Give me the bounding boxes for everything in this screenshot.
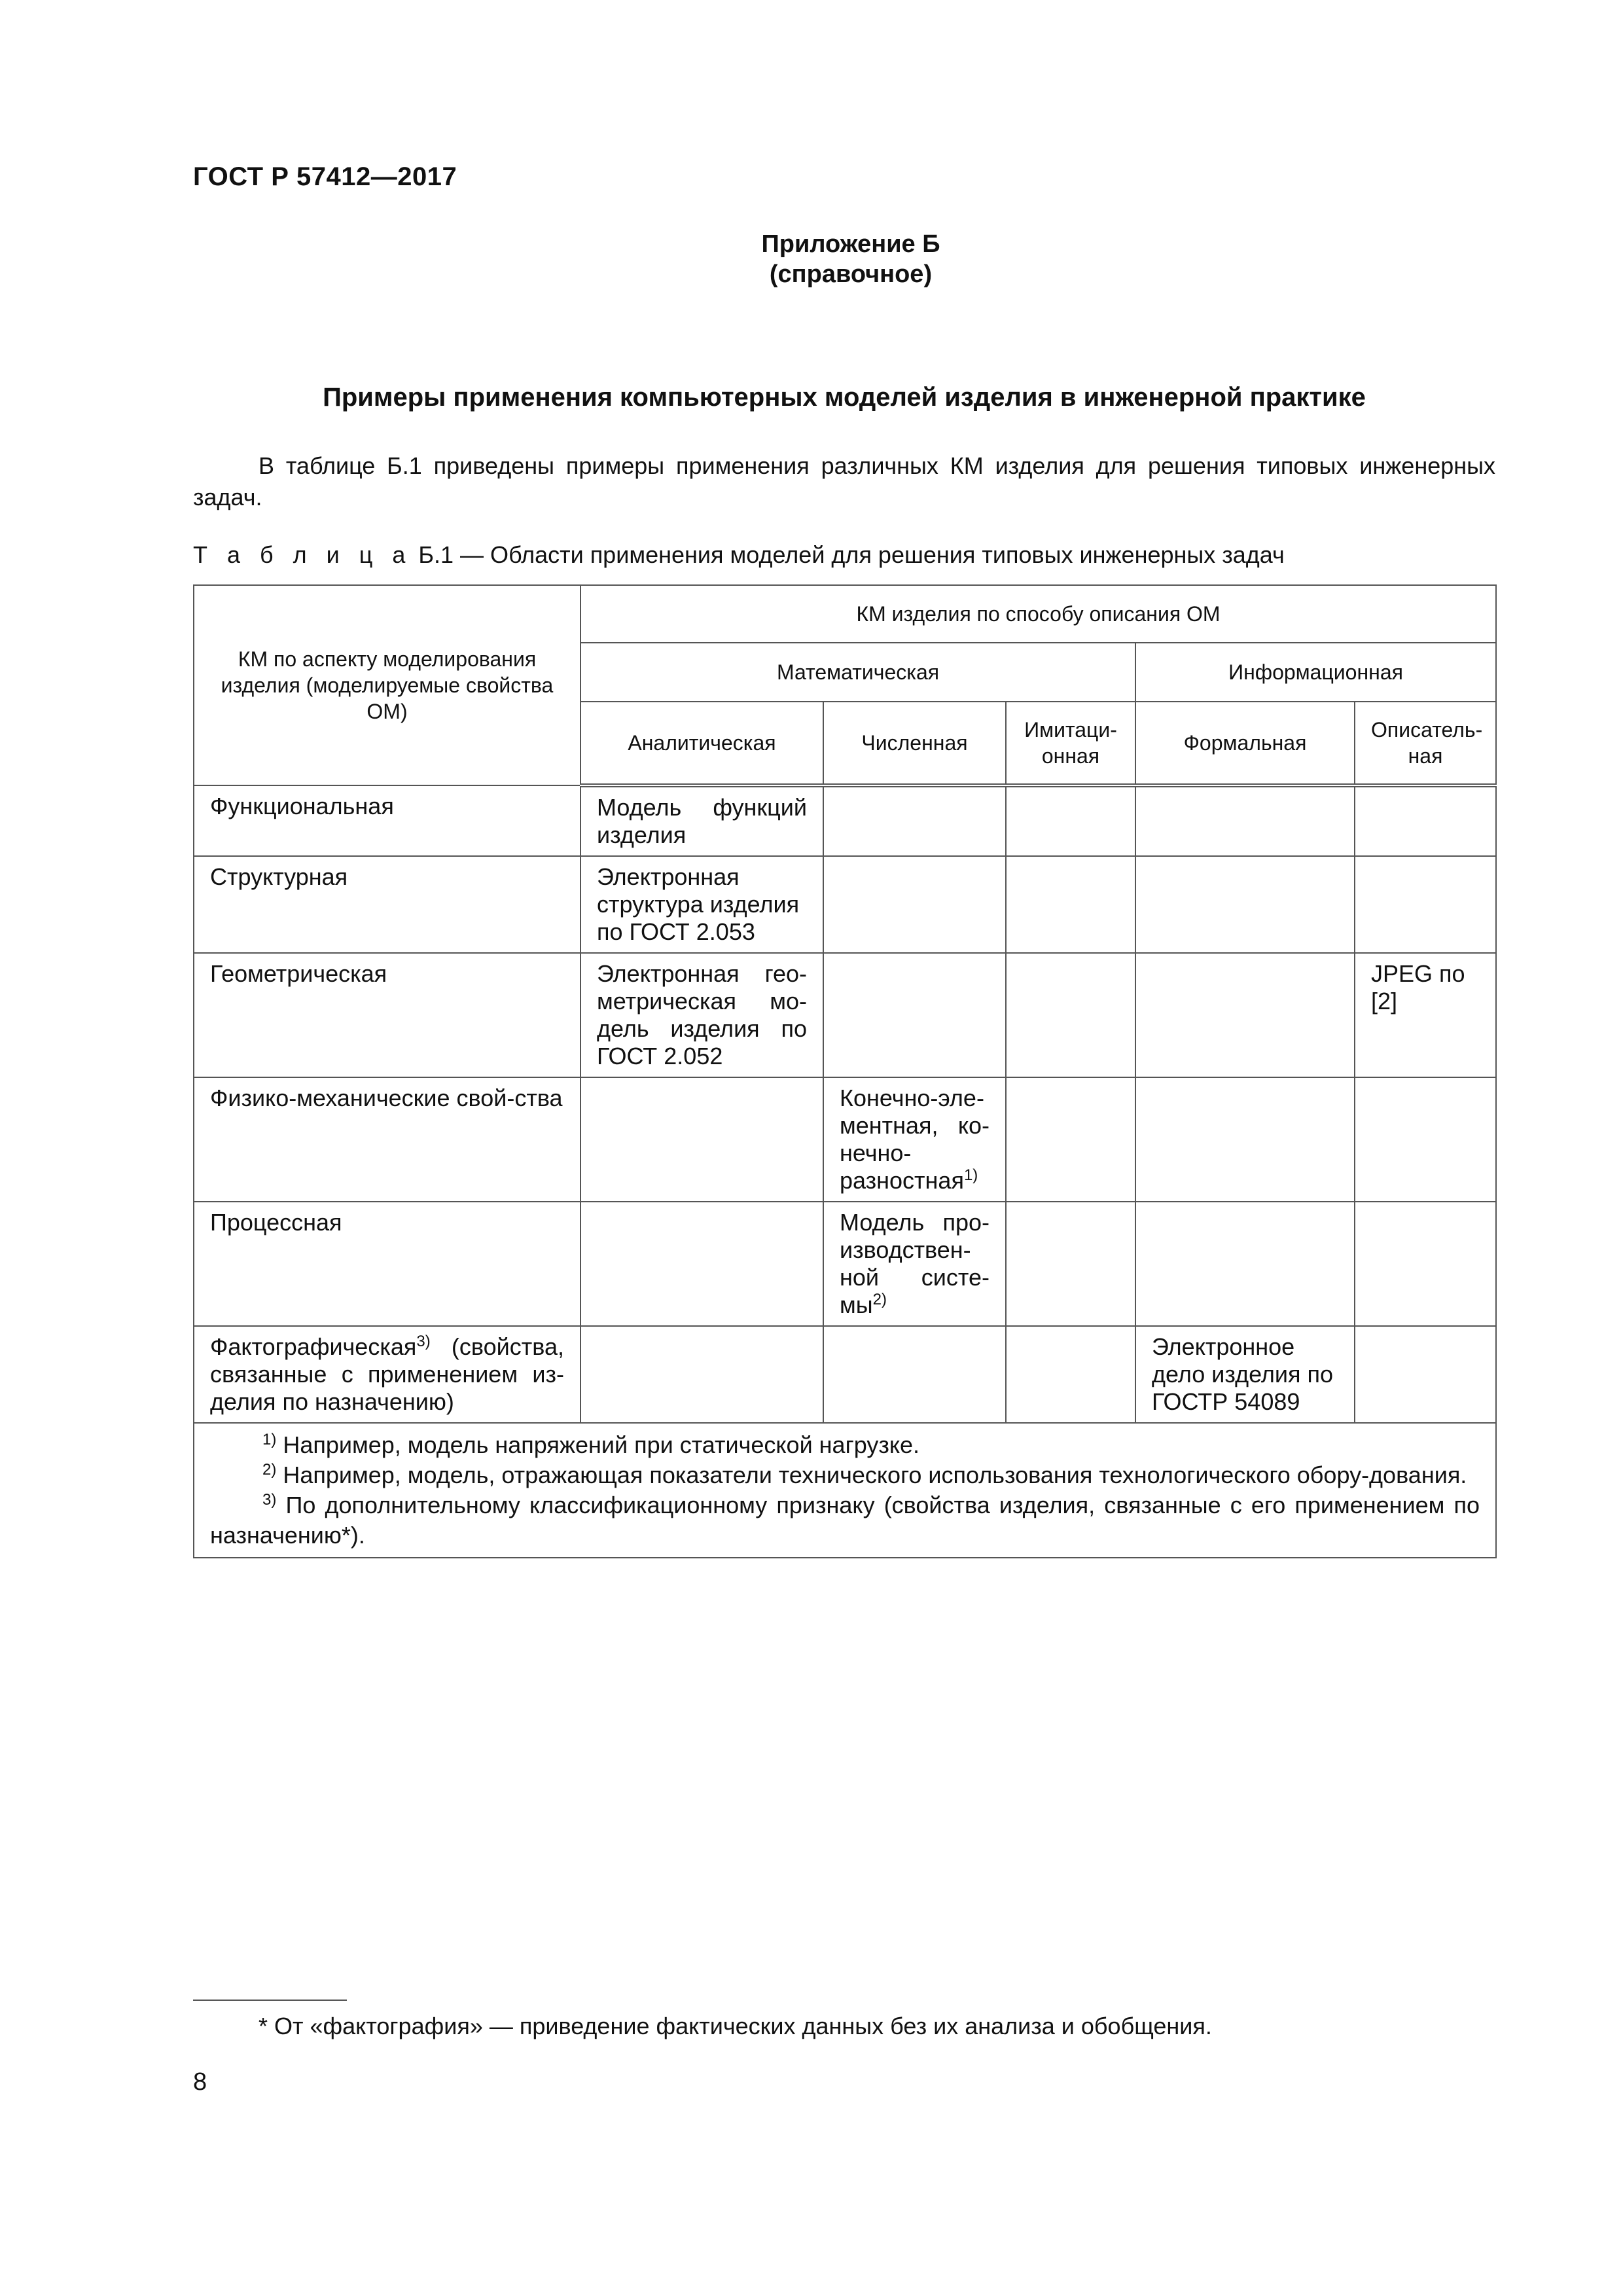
- section-title: Примеры применения компьютерных моделей изделия в инженерной практике: [323, 383, 1366, 412]
- header-numeric: Численная: [823, 702, 1006, 785]
- cell-aspect: Геометрическая: [194, 953, 580, 1077]
- footnote-marker: 1): [963, 1166, 978, 1184]
- table-caption-prefix: Т а б л и ц а: [193, 541, 412, 568]
- cell-formal: [1135, 1077, 1355, 1202]
- cell-numeric: [823, 953, 1006, 1077]
- cell-numeric: [823, 1202, 1006, 1326]
- annex-title: Приложение Б: [761, 230, 940, 258]
- table-note: [210, 1430, 1480, 1460]
- note-marker: 1): [262, 1431, 277, 1448]
- cell-formal: [1135, 953, 1355, 1077]
- cell-analytic: Электронная структура изделия по ГОСТ 2.053: [580, 856, 823, 953]
- table-row: [194, 1326, 1496, 1423]
- cell-numeric: [823, 1077, 1006, 1202]
- header-by-method: КМ изделия по способу описания ОМ: [580, 585, 1496, 643]
- header-imitation: Имитаци-онная: [1006, 702, 1135, 785]
- footnote-marker: 2): [872, 1291, 887, 1308]
- table-row: [194, 1202, 1496, 1326]
- cell-analytic: Электронная гео-метрическая мо-дель изделия по ГОСТ 2.052: [580, 953, 823, 1077]
- header-formal: Формальная: [1135, 702, 1355, 785]
- table-note: [210, 1490, 1480, 1551]
- cell-numeric: [823, 785, 1006, 856]
- table-caption: [193, 541, 1285, 569]
- cell-descriptive: [1355, 785, 1496, 856]
- table-notes: [194, 1423, 1496, 1558]
- header-descriptive: Описатель-ная: [1355, 702, 1496, 785]
- cell-numeric-text: Модель про-изводствен-ной систе-мы: [840, 1209, 990, 1318]
- cell-aspect: Функциональная: [194, 785, 580, 856]
- cell-numeric: [823, 856, 1006, 953]
- table-caption-text: Б.1 — Области применения моделей для решения типовых инженерных задач: [412, 541, 1285, 568]
- cell-imitation: [1006, 785, 1135, 856]
- cell-imitation: [1006, 953, 1135, 1077]
- note-text: Например, модель, отражающая показатели технического использования технологического обору-дования.: [276, 1462, 1467, 1488]
- annex-subtitle: (справочное): [769, 260, 933, 288]
- cell-aspect: Процессная: [194, 1202, 580, 1326]
- cell-descriptive: JPEG по [2]: [1355, 953, 1496, 1077]
- cell-analytic: [580, 1077, 823, 1202]
- cell-descriptive: [1355, 1077, 1496, 1202]
- cell-formal: [1135, 785, 1355, 856]
- models-table: [193, 584, 1497, 1558]
- cell-descriptive: [1355, 856, 1496, 953]
- cell-analytic: [580, 1202, 823, 1326]
- cell-aspect: [194, 1326, 580, 1423]
- header-math: Математическая: [580, 643, 1135, 702]
- cell-descriptive: [1355, 1202, 1496, 1326]
- cell-aspect-text: Фактографическая: [210, 1333, 417, 1360]
- header-aspect: КМ по аспекту моделирования изделия (моделируемые свойства ОМ): [194, 585, 580, 785]
- header-info: Информационная: [1135, 643, 1496, 702]
- footnote-rule: [193, 2000, 347, 2001]
- table-note: [210, 1460, 1480, 1490]
- footnote-marker: 3): [416, 1333, 431, 1350]
- cell-numeric: [823, 1326, 1006, 1423]
- cell-aspect-text-rest: (свойства, связанные с применением из-делия по назначению): [210, 1333, 564, 1415]
- cell-aspect: Структурная: [194, 856, 580, 953]
- table-row: [194, 785, 1496, 856]
- note-text: Например, модель напряжений при статической нагрузке.: [276, 1431, 920, 1458]
- cell-descriptive: [1355, 1326, 1496, 1423]
- cell-imitation: [1006, 1202, 1135, 1326]
- note-marker: 3): [262, 1491, 277, 1509]
- table-row: [194, 953, 1496, 1077]
- note-text: По дополнительному классификационному признаку (свойства изделия, связанные с его применением по назначению*).: [210, 1492, 1480, 1549]
- cell-formal: Электронное дело изделия по ГОСТР 54089: [1135, 1326, 1355, 1423]
- cell-aspect: Физико-механические свой-ства: [194, 1077, 580, 1202]
- cell-analytic: [580, 1326, 823, 1423]
- note-marker: 2): [262, 1461, 277, 1479]
- table-row: [194, 856, 1496, 953]
- page-footnote: * От «фактография» — приведение фактических данных без их анализа и обобщения.: [259, 2013, 1212, 2039]
- page-number: 8: [193, 2068, 207, 2096]
- cell-formal: [1135, 1202, 1355, 1326]
- intro-paragraph: В таблице Б.1 приведены примеры применения различных КМ изделия для решения типовых инженерных задач.: [193, 452, 1495, 511]
- cell-imitation: [1006, 1326, 1135, 1423]
- cell-formal: [1135, 856, 1355, 953]
- table-notes-row: [194, 1423, 1496, 1558]
- cell-imitation: [1006, 1077, 1135, 1202]
- cell-analytic: Модель функций изделия: [580, 785, 823, 856]
- cell-numeric-text: Конечно-эле-ментная, ко-нечно-разностная: [840, 1085, 990, 1194]
- table-row: [194, 1077, 1496, 1202]
- header-analytic: Аналитическая: [580, 702, 823, 785]
- cell-imitation: [1006, 856, 1135, 953]
- document-code: ГОСТ Р 57412—2017: [193, 162, 457, 191]
